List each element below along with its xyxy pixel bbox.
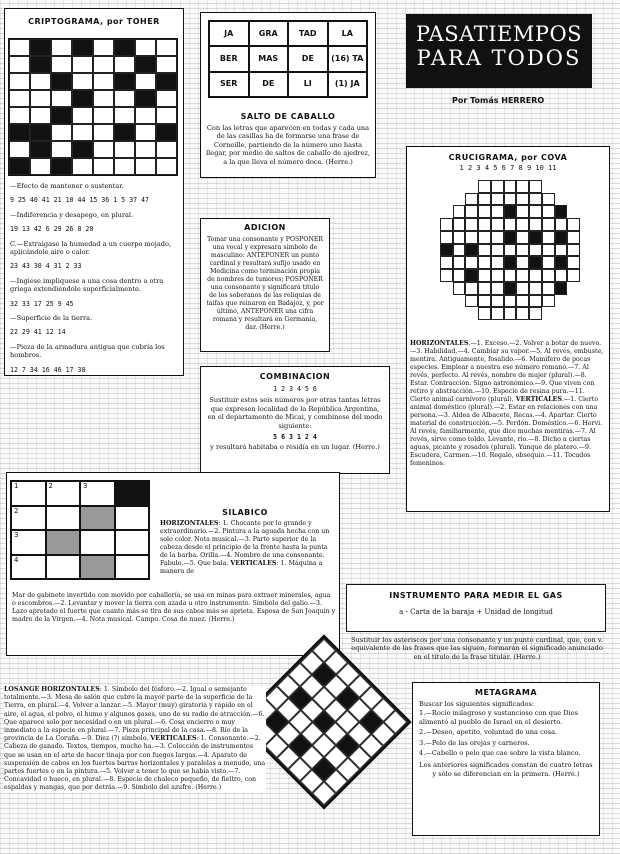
cripto-cell [51,158,72,175]
sil-cell [115,530,150,555]
header-title-line2: PARA TODOS [416,46,582,70]
crucigrama-cell [555,193,568,206]
metagrama-tail: Los anteriores significados constan de cuatro letras y sólo se diferencian en la primera. (Herre.) [419,761,593,778]
crucigrama-cell [478,231,491,244]
crucigrama-cell [453,256,466,269]
sil-cell [46,555,81,580]
crucigrama-cell [529,244,542,257]
salto-cell: MAS [249,46,289,71]
cripto-cell [30,90,51,107]
cripto-cell [9,141,30,158]
crucigrama-cell [542,269,555,282]
crucigrama-cell [555,307,568,320]
metagrama-item: 4.—Cabello o pelo que cae sobre la vista blanco. [419,749,581,758]
adicion-text: Tomar una consonante y POSPONER una vocal y expresara símbolo de masculino: ANTEPONER un punto cardinal y resultará sufijo usado en Medicina como terminación propia de nombres de tumores; POSPONER una consonante y significará titulo de los soberanos de las reliquias de taifas que reinaron en Badajoz, y, por último, ANTEPONER una cifra romana y resultará en Germanía, dar. (Herre.) [206,236,324,331]
cripto-cell [135,158,156,175]
crucigrama-cell [555,282,568,295]
crucigrama-cell [504,180,517,193]
crucigrama-cell [567,244,580,257]
sil-cell: 3 [80,481,115,506]
cripto-cell [30,39,51,56]
crucigrama-cell [491,205,504,218]
cripto-cell [114,124,135,141]
crucigrama-cell [567,193,580,206]
sil-cell: 2 [46,481,81,506]
cripto-cell [114,56,135,73]
byline: Por Tomás HERRERO [452,96,545,105]
crucigrama-cell [465,244,478,257]
cripto-cell [72,90,93,107]
crucigrama-cell [567,180,580,193]
crucigrama-cell [542,218,555,231]
combinacion-tail: y resultará habitaba o residía en un lugar. (Herre.) [210,443,380,452]
crucigrama-cell [478,295,491,308]
cripto-cell [135,73,156,90]
crucigrama-cell [478,256,491,269]
crucigrama-cell [504,231,517,244]
cripto-cell [114,141,135,158]
cripto-cell [93,107,114,124]
sil-cell: 4 [11,555,46,580]
crucigrama-cell [491,193,504,206]
sil-cell [115,555,150,580]
salto-cell: (16) TA [328,46,368,71]
crucigrama-cell [465,295,478,308]
cripto-cell [30,124,51,141]
crucigrama-cell [529,231,542,244]
crucigrama-cell [453,244,466,257]
cripto-cell [51,73,72,90]
crucigrama-cell [478,193,491,206]
metagrama-item: 1.—Rocío milagroso y sustancioso con que Dios alimentó al pueblo de Israel en el desierto. [419,709,578,726]
losange-verticales-text: : 1. Consonante.—2. Cabeza de ganado. Textos, tiempos, mucho ha.—3. Colección de instrumentos que se usan en el arte de hacer tinaja por con fuegos largas.—4. Aparato de suspensión de cabos en los fuertes barras horizontales y paralelas a menudo, una partes fuertes o en la pintura.—5. Volver a tener lo que se había visto.—7. Concavidad o hueco, en plural.—8. Especie de chaleco pequeño, de fieltro, con espaldas y mangas, que por detrás.—9. Símbolo del azufre. (Herre.) [4,735,266,792]
instrumento-rule: a - Carta de la baraja + Unidad de longitud [399,608,553,616]
crucigrama-cell [516,295,529,308]
metagrama-title: METAGRAMA [474,688,538,697]
crucigrama-cell [504,193,517,206]
crucigrama-cell [516,180,529,193]
cripto-line: —Indiferencia y desapego, en plural. [10,210,134,219]
crucigrama-cell [567,231,580,244]
cripto-cell [114,158,135,175]
criptograma-title: CRIPTOGRAMA, por TOHER [28,17,160,26]
crucigrama-cell [555,205,568,218]
crucigrama-cell [453,295,466,308]
crucigrama-cell [465,282,478,295]
cripto-code: 19 13 42 6 29 26 8 20 [10,225,94,234]
cripto-cell [72,141,93,158]
crucigrama-cell [542,180,555,193]
cripto-code: 23 43 30 4 31 2 33 [10,262,82,271]
crucigrama-cell [516,231,529,244]
sil-cell [115,481,150,506]
crucigrama-cell [516,269,529,282]
cripto-cell [51,56,72,73]
crucigrama-cell [516,244,529,257]
crucigrama-cell [491,256,504,269]
losange-horizontales-label: HORIZONTALES [41,686,100,693]
crucigrama-cell [440,193,453,206]
silabico-verticales: Mar de gabinete invertido con movido por caballería, se usa en minas para extraer minerales, agua o escombros.—2. Levantar y mover la tierra con azada u otro instrumento. Símbolo del galio.—3. Lazo apretado el fuerte que cuanto más se tira de sus cabos más se aprieta. Esposa de San Joaquín y madre de la Virgen.—4. Nota musical. Campo. Cosa de nuez. (Herre.) [12,592,336,623]
salto-cell: LA [328,21,368,46]
crucigrama-cell [529,282,542,295]
sil-cell [80,555,115,580]
cripto-line: —Pieza de la armadura antigua que cubría los hombros. [10,342,165,360]
combinacion-numbers: 1 2 3 4 5 6 [273,385,317,393]
cripto-cell [156,56,177,73]
instrumento-text: Sustituir los asteriscos por una consonante y un punto cardinal, que, con v. equivalente de las frases que las siguen, formarán el significado anunciado en el título de la frase titular. (Herre.) [351,636,603,661]
silabico-grid [10,480,150,580]
crucigrama-cell [465,269,478,282]
cripto-line: —Efecto de mantener o sustentar. [10,182,124,190]
crucigrama-numbers: 1 2 3 4 5 6 7 8 9 10 11 [459,164,557,172]
cripto-line: —Superficie de la tierra. [10,314,93,323]
crucigrama-cell [567,256,580,269]
crucigrama-cell [440,269,453,282]
crucigrama-cell [440,180,453,193]
losange-horizontales-text: : 1. Símbolo del fósforo.—2. Igual o semejante totalmente.—3. Mesa de salón que cubre la mayor parte de la superficie de la Tierra, en plural.—4. Volver a lanzar.—5. Mayor (muy) giratoria y rápido en el aire, el agua, el polvo, el humo y algunos gases, uno de su radio de atracción.—6. Que aparece solo por necesidad o en un plural.—6. Cosa encierro o muy inmediato a la especie en plural.—7. Pieza principal de la casa.—8. Río de la provincia de La Coruña.—9. Diez (?) símbolo. [4,686,265,743]
sil-cell: 2 [11,506,46,531]
crucigrama-cell [465,193,478,206]
cripto-cell [93,39,114,56]
cripto-cell [114,39,135,56]
cripto-cell [93,158,114,175]
crucigrama-cell [465,180,478,193]
crucigrama-cell [542,282,555,295]
crucigrama-cell [529,307,542,320]
crucigrama-cell [529,218,542,231]
crucigrama-cell [491,218,504,231]
instrumento-title: INSTRUMENTO PARA MEDIR EL GAS [389,591,563,600]
metagrama-panel [412,682,600,836]
cripto-cell [72,107,93,124]
crucigrama-cell [542,244,555,257]
cripto-cell [156,124,177,141]
crucigrama-cell [555,244,568,257]
cripto-code: 12 7 34 16 46 17 38 [10,365,86,374]
crucigrama-cell [465,307,478,320]
cripto-cell [135,39,156,56]
cripto-cell [51,141,72,158]
cripto-cell [135,124,156,141]
crucigrama-cell [478,218,491,231]
adicion-title: ADICION [244,223,286,232]
crucigrama-cell [542,307,555,320]
cripto-cell [114,90,135,107]
sil-horizontales-label: HORIZONTALES [160,520,219,527]
cripto-cell [9,73,30,90]
crucigrama-title: CRUCIGRAMA, por COVA [448,153,568,162]
metagrama-intro: Buscar los siguientes significados: [419,700,535,708]
crucigrama-cell [567,282,580,295]
cripto-cell [93,90,114,107]
crucigrama-cell [465,218,478,231]
crucigrama-cell [491,180,504,193]
crucigrama-cell [529,205,542,218]
cripto-line: —Ingiese impliquese a una cosa dentro a otra griega extendiéndole superficialmente. [10,276,164,294]
sil-cell [80,506,115,531]
cripto-cell [30,73,51,90]
crucigrama-cell [567,205,580,218]
crucigrama-cell [567,269,580,282]
cripto-cell [114,73,135,90]
cripto-cell [93,124,114,141]
salto-grid [208,20,368,98]
cripto-code: 22 29 41 12 14 [10,328,66,337]
header-title-line1: PASATIEMPOS [415,22,583,46]
metagrama-item: 2.—Deseo, apetito, voluntad de una cosa. [419,728,558,737]
section-header [406,14,592,88]
sil-cell: 1 [11,481,46,506]
cripto-cell [156,39,177,56]
crucigrama-cell [555,180,568,193]
crucigrama-cell [516,282,529,295]
crucigrama-cell [567,307,580,320]
cripto-cell [135,90,156,107]
cripto-cell [156,158,177,175]
crucigrama-cell [555,256,568,269]
crucigrama-cell [453,269,466,282]
crucigrama-cell [555,231,568,244]
cripto-cell [30,56,51,73]
crucigrama-cell [555,269,568,282]
cripto-cell [9,39,30,56]
crucigrama-cell [440,231,453,244]
sil-verticales-label: VERTICALES [230,560,277,567]
crucigrama-cell [516,256,529,269]
salto-cell: LI [288,72,328,97]
crucigrama-cell [440,256,453,269]
combinacion-title: COMBINACION [259,372,331,381]
adicion-panel [200,218,330,352]
crucigrama-cell [491,307,504,320]
sil-cell [115,506,150,531]
cripto-cell [156,90,177,107]
crucigrama-cell [440,205,453,218]
crucigrama-cell [529,180,542,193]
cripto-cell [72,39,93,56]
cripto-cell [9,158,30,175]
cripto-cell [9,56,30,73]
crucigrama-cell [504,282,517,295]
crucigrama-cell [491,231,504,244]
cruc-verticales-label: VERTICALES [515,396,562,403]
losange-label: LOSANGE [4,686,40,693]
cripto-cell [9,107,30,124]
crucigrama-cell [440,282,453,295]
salto-cell: JA [209,21,249,46]
crucigrama-cell [516,193,529,206]
combinacion-panel [200,366,390,474]
cripto-cell [51,107,72,124]
sil-cell [46,530,81,555]
crucigrama-cell [478,282,491,295]
crucigrama-cell [567,295,580,308]
crucigrama-cell [504,244,517,257]
crucigrama-cell [453,307,466,320]
crucigrama-cell [504,269,517,282]
crucigrama-cell [529,295,542,308]
crucigrama-cell [516,307,529,320]
salto-text: Con las letras que aparecen en todas y cada una de las casillas ha de formarse una frase de Corneille, partiendo de la número uno hasta llegar, por medio de saltos de caballo de ajedrez, a la que lleva el número doce. (Herre.) [206,124,370,166]
crucigrama-cell [453,180,466,193]
crucigrama-cell [504,256,517,269]
cruc-horizontales-label: HORIZONTALES [410,340,469,347]
crucigrama-grid [440,180,580,320]
cripto-cell [51,39,72,56]
salto-title: SALTO DE CABALLO [240,112,336,121]
cripto-cell [51,90,72,107]
crucigrama-cell [491,282,504,295]
crucigrama-cell [440,295,453,308]
metagrama-item: 3.—Pelo de las orejas y carneros. [419,738,530,747]
crucigrama-cell [491,244,504,257]
cripto-cell [30,141,51,158]
crucigrama-cell [478,180,491,193]
cripto-cell [30,107,51,124]
salto-cell: TAD [288,21,328,46]
silabico-horizontales [160,520,336,576]
salto-cell: DE [249,72,289,97]
crucigrama-cell [440,244,453,257]
cripto-cell [51,124,72,141]
crucigrama-cell [504,205,517,218]
crucigrama-cell [516,218,529,231]
salto-cell: (1) JA [328,72,368,97]
cripto-cell [156,141,177,158]
sil-cell: 3 [11,530,46,555]
crucigrama-cell [465,231,478,244]
cripto-cell [93,56,114,73]
sil-verticales-text: : 1. Máquina a manera de [160,560,323,575]
crucigrama-cell [440,218,453,231]
cripto-cell [9,124,30,141]
crucigrama-cell [478,307,491,320]
crucigrama-cell [529,269,542,282]
crucigrama-cell [478,269,491,282]
cripto-cell [135,141,156,158]
crucigrama-clues [410,340,606,468]
crucigrama-cell [542,193,555,206]
crucigrama-cell [453,205,466,218]
sil-cell [46,506,81,531]
crucigrama-cell [491,295,504,308]
crucigrama-cell [542,256,555,269]
criptograma-clues [10,182,180,380]
cripto-cell [93,73,114,90]
salto-cell: SER [209,72,249,97]
cripto-code: 9 25 40 41 21 10 44 15 36 1 5 37 47 [10,196,149,205]
cripto-cell [135,56,156,73]
crucigrama-cell [478,244,491,257]
cripto-line: C.—Extraigase la humedad a un cuerpo mojado, aplicándole aire o calor. [10,239,172,257]
crucigrama-cell [453,193,466,206]
cripto-code: 32 33 17 25 9 45 [10,299,74,308]
cripto-cell [72,124,93,141]
combinacion-text: Sustituir estos seis números por otras tantas letras que expresen localidad de la República Argentina, en el departamento de Micai, y combinese del modo siguiente: [207,396,383,430]
crucigrama-cell [529,256,542,269]
cripto-cell [72,73,93,90]
cripto-cell [72,158,93,175]
crucigrama-cell [453,231,466,244]
criptograma-grid [8,38,178,176]
crucigrama-cell [465,205,478,218]
cripto-cell [72,56,93,73]
crucigrama-cell [529,193,542,206]
crucigrama-cell [453,282,466,295]
cripto-cell [156,107,177,124]
instrumento-panel [346,584,606,632]
crucigrama-cell [491,269,504,282]
cripto-cell [9,90,30,107]
cruc-horizontales-text: .—1. Exceso.—2. Volver a botar de nuevo.—3. Habilidad.—4. Cambiar su vapor.—5. Al revés, embuste, mentira. Antiguamente, fosalido.—6. Mamífero de pocas especies. Emplear a nuestra ese número romano.—7. Al revés, perfecto. Al revés, nombre de mujer (plural).—8. Estar. Contracción. Signo astronómico.—9. Que viven con retiro y abstracción.—10. Especie de resina pura.—11. Cierto animal carnívoro (plural). [410,340,604,403]
crucigrama-cell [453,218,466,231]
sil-cell [80,530,115,555]
crucigrama-cell [504,295,517,308]
losange-verticales-label: VERTICALES [150,735,197,743]
crucigrama-cell [504,307,517,320]
cripto-cell [156,73,177,90]
cruc-verticales-text: .—1. Cierto animal doméstico (plural).—2. Estar en relaciones con una persona.—3. Aldea de Albacete, Recas.—4. Apartar. Cierto material de construcción.—5. Perdón. Doméstico.—6. Hervi. Al revés, familiarmente, que dice muchas mentiras.—7. Al revés, sirve como toldo. Levante, río.—8. Dicho a ciertas aguas, picante y rosados (plural). Yunque de platero.—9. Escudera, Carmen.—10. Regalo, obsequio.—11. Tocados femeninos. [410,396,603,467]
losange-text [4,686,266,793]
crucigrama-cell [567,218,580,231]
salto-cell: GRA [249,21,289,46]
crucigrama-cell [542,205,555,218]
crucigrama-cell [504,218,517,231]
crucigrama-cell [542,231,555,244]
salto-cell: BER [209,46,249,71]
sil-horizontales-text: : 1. Chocante por lo grande y extraordinario.—2. Pintura a la aguada hecha con un solo color. Nota musical.—3. Parte superior de la cabeza desde el principio de la frente hasta la punta de la barba. Orilla.—4. Nombre de una consonante. Fabulo.—5. Que bala. [160,520,330,567]
crucigrama-cell [555,295,568,308]
crucigrama-cell [440,307,453,320]
salto-cell: DE [288,46,328,71]
crucigrama-cell [542,295,555,308]
silabico-title: SILABICO [222,508,268,517]
crucigrama-cell [478,205,491,218]
cripto-cell [93,141,114,158]
crucigrama-cell [465,256,478,269]
combinacion-numbers2: 5 6 3 1 2 4 [273,433,317,442]
crucigrama-cell [555,218,568,231]
cripto-cell [30,158,51,175]
cripto-cell [135,107,156,124]
crucigrama-cell [516,205,529,218]
cripto-cell [114,107,135,124]
